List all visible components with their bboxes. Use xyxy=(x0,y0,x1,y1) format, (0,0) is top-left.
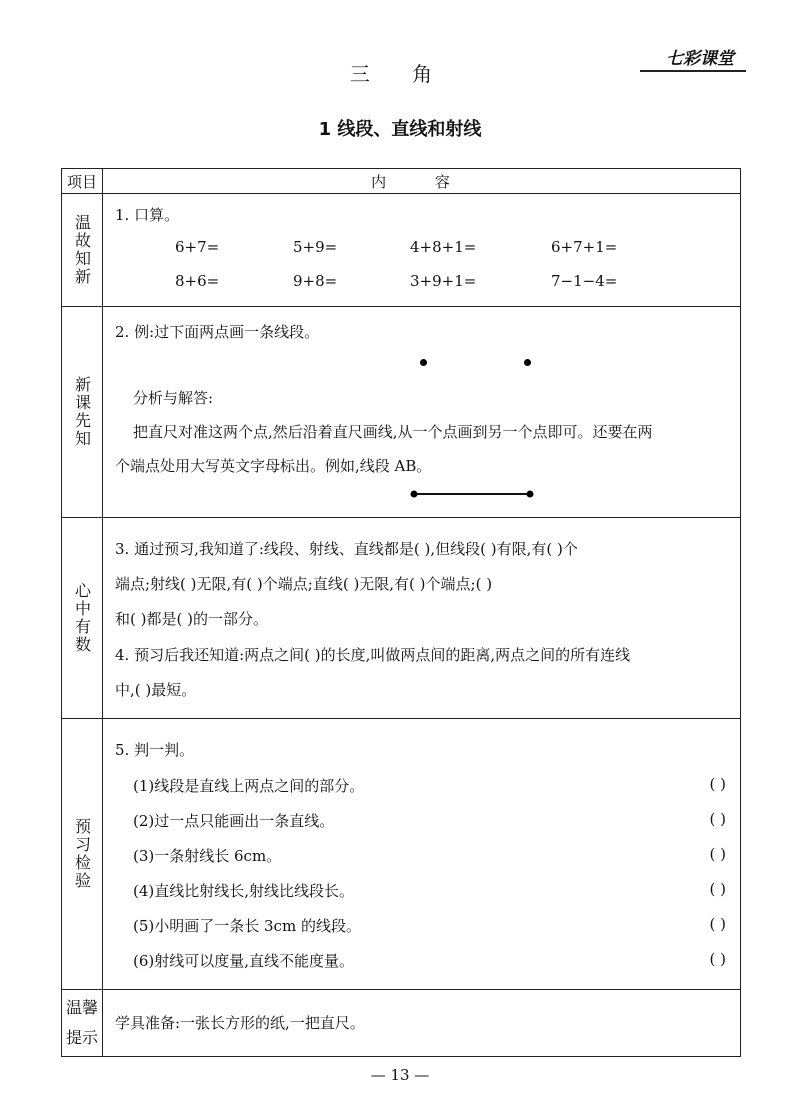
answer-blank[interactable]: ( ) xyxy=(709,810,726,828)
judge-item: (6)射线可以度量,直线不能度量。 xyxy=(133,952,355,970)
question-2-title: 2. 例:过下面两点画一条线段。 xyxy=(115,323,320,341)
header-item-cell: 项目 xyxy=(62,169,103,194)
header-content-cell: 内 容 xyxy=(103,169,741,194)
calc-item: 3+9+1= xyxy=(410,272,477,290)
calc-item: 4+8+1= xyxy=(410,238,477,256)
calc-item: 6+7+1= xyxy=(551,238,618,256)
question-5-title: 5. 判一判。 xyxy=(115,741,195,759)
answer-blank[interactable]: ( ) xyxy=(709,880,726,898)
section-review xyxy=(62,194,741,307)
page-number: — 13 — xyxy=(370,1066,430,1084)
table-header-row xyxy=(62,169,741,194)
judge-item: (1)线段是直线上两点之间的部分。 xyxy=(133,777,365,795)
chapter-title: 三 角 xyxy=(349,62,451,86)
point-a-dot xyxy=(420,359,427,366)
answer-blank[interactable]: ( ) xyxy=(709,845,726,863)
calc-item: 9+8= xyxy=(293,272,338,290)
segment-ab-drawing xyxy=(408,487,536,501)
section-label-preview: 新课先知 xyxy=(72,376,92,448)
question-4-line-1: 4. 预习后我还知道:两点之间( )的长度,叫做两点间的距离,两点之间的所有连线 xyxy=(115,646,631,664)
section-label-check: 预习检验 xyxy=(72,818,92,890)
worksheet-table xyxy=(61,168,741,1057)
tips-text: 学具准备:一张长方形的纸,一把直尺。 xyxy=(115,1014,365,1032)
calc-item: 8+6= xyxy=(175,272,220,290)
section-label-tips-2: 提示 xyxy=(65,1028,98,1047)
answer-blank[interactable]: ( ) xyxy=(709,950,726,968)
lesson-title: 1 线段、直线和射线 xyxy=(318,119,482,140)
answer-blank[interactable]: ( ) xyxy=(709,775,726,793)
analysis-title: 分析与解答: xyxy=(133,389,214,407)
section-label-review: 温故知新 xyxy=(72,214,92,286)
section-label-tips-1: 温馨 xyxy=(65,998,98,1017)
calc-item: 5+9= xyxy=(293,238,338,256)
question-1-title: 1. 口算。 xyxy=(115,206,180,224)
section-label-understanding: 心中有数 xyxy=(72,582,92,654)
answer-blank[interactable]: ( ) xyxy=(709,915,726,933)
judge-item: (3)一条射线长 6cm。 xyxy=(133,847,282,865)
question-4-line-2: 中,( )最短。 xyxy=(115,681,197,699)
judge-item: (4)直线比射线长,射线比线段长。 xyxy=(133,882,355,900)
question-3-line-3: 和( )都是( )的一部分。 xyxy=(115,610,268,628)
section-preview xyxy=(62,307,741,518)
point-b-dot xyxy=(524,359,531,366)
analysis-text-1: 把直尺对准这两个点,然后沿着直尺画线,从一个点画到另一个点即可。还要在两 xyxy=(133,423,653,441)
section-tips xyxy=(62,990,741,1057)
brand-underline xyxy=(640,70,746,72)
question-3-line-2: 端点;射线( )无限,有( )个端点;直线( )无限,有( )个端点;( ) xyxy=(115,575,493,593)
analysis-text-2: 个端点处用大写英文字母标出。例如,线段 AB。 xyxy=(115,457,432,475)
judge-item: (5)小明画了一条长 3cm 的线段。 xyxy=(133,917,361,935)
judge-item: (2)过一点只能画出一条直线。 xyxy=(133,812,335,830)
question-3-line-1: 3. 通过预习,我知道了:线段、射线、直线都是( ),但线段( )有限,有( )个 xyxy=(115,540,578,558)
calc-item: 7−1−4= xyxy=(551,272,618,290)
calc-item: 6+7= xyxy=(175,238,220,256)
section-check xyxy=(62,719,741,990)
brand-logo: 七彩课堂 xyxy=(666,49,734,69)
section-understanding xyxy=(62,518,741,719)
